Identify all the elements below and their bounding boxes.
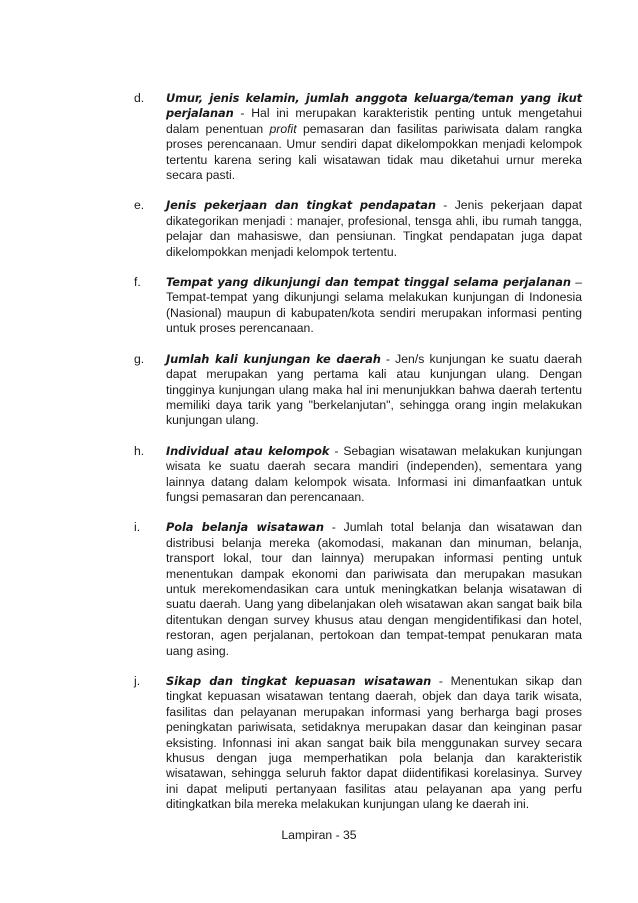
list-marker: e.: [134, 198, 145, 213]
item-emphasis: profit: [269, 121, 297, 136]
item-text: - Sebagian wisatawan melakukan kunjungan wisata ke suatu daerah secara mandiri (independen), sementara yang lainnya datang dalam kelompok wisata. Informasi ini dimanfaatkan untuk fungsi pemasaran dan perencanaan.: [166, 443, 582, 504]
list-marker: d.: [134, 91, 145, 105]
item-heading: Jumlah kali kunjungan ke daerah: [166, 351, 381, 366]
list-marker: i.: [134, 520, 141, 535]
list-item-h: [134, 444, 582, 506]
list-item-g: [134, 352, 582, 429]
item-text: – Tempat-tempat yang dikunjungi selama melakukan kunjungan di Indonesia (Nasional) maupun di kabupaten/kota sendiri merupakan informasi penting untuk proses perencanaan.: [166, 275, 582, 336]
list-marker: f.: [134, 275, 141, 290]
item-heading: Individual atau kelompok: [166, 443, 330, 458]
list-item-d: [134, 91, 582, 183]
item-heading: Sikap dan tingkat kepuasan wisatawan: [166, 674, 432, 688]
list-marker: g.: [134, 351, 145, 366]
list-marker: h.: [134, 443, 145, 458]
item-text: - Jenis pekerjaan dapat dikategorikan menjadi : manajer, profesional, tensga ahli, ibu rumah tangga, pelajar dan mahasiswe, dan pensiunan. Tingkat pendapatan juga dapat dikelompokkan menjadi kelompok tertentu.: [166, 198, 582, 259]
list-item-j: [134, 674, 582, 813]
criteria-list: [134, 91, 582, 828]
item-heading: Pola belanja wisatawan: [166, 520, 324, 535]
item-text: pemasaran dan fasilitas pariwisata dalam rangka proses perencanaan. Umur sendiri dapat dikelompokkan menjadi kelompok tertentu karena sering kali wisatawan tidak mau diketahui urnur mereka secara pasti.: [166, 121, 583, 183]
page-footer: Lampiran - 35: [281, 828, 357, 842]
item-heading: Jenis pekerjaan dan tingkat pendapatan: [166, 198, 436, 213]
item-text: - Hal ini merupakan karakteristik penting untuk mengetahui dalam penentuan: [166, 106, 582, 136]
list-item-e: [134, 198, 582, 260]
item-text: - Jumlah total belanja dan wisatawan dan distribusi belanja mereka (akomodasi, makanan dan minuman, belanja, transport lokal, tour dan lainnya) merupakan informasi penting untuk menentukan dampak ekonomi dan pariwisata dan merupakan masukan untuk merekomendasikan cara untuk meningkatkan belanja wisatawan di suatu daerah. Uang yang dibelanjakan oleh wisatawan akan sangat baik bila ditentukan dengan survey khusus atau dengan mengidentifikasi dan hotel, restoran, agen perjalanan, pertokoan dan tempat-tempat penukaran mata uang asing.: [166, 520, 582, 658]
item-heading: Tempat yang dikunjungi dan tempat tinggal selama perjalanan: [166, 275, 571, 290]
list-marker: j.: [134, 674, 141, 688]
list-item-i: [134, 520, 582, 659]
item-text: - Jen/s kunjungan ke suatu daerah dapat merupakan yang pertama kali atau kunjungan ulang. Dengan tingginya kunjungan ulang maka hal ini menunjukkan bahwa daerah tertentu memiliki daya tarik yang "berkelanjutan", sehingga orang ingin melakukan kunjungan ulang.: [166, 351, 582, 428]
list-item-f: [134, 275, 582, 337]
item-heading: Umur, jenis kelamin, jumlah anggota keluarga/teman yang ikut perjalanan: [166, 91, 582, 121]
item-text: - Menentukan sikap dan tingkat kepuasan wisatawan tentang daerah, objek dan daya tarik wisata, fasilitas dan pelayanan merupakan informasi yang berharga bagi proses peningkatan pariwisata, setidaknya merupakan dasar dan keinginan pasar eksisting. Infonnasi ini akan sangat baik bila menggunakan survey secara khusus dengan juga memperhatikan pola belanja dan karakteristik wisatawan, sehingga seluruh faktor dapat diidentifikasi korelasinya. Survey ini dapat meliputi pertanyaan fasilitas atau pelayanan apa yang perfu ditingkatkan bila mereka melakukan kunjungan ulang ke daerah ini.: [166, 674, 582, 812]
